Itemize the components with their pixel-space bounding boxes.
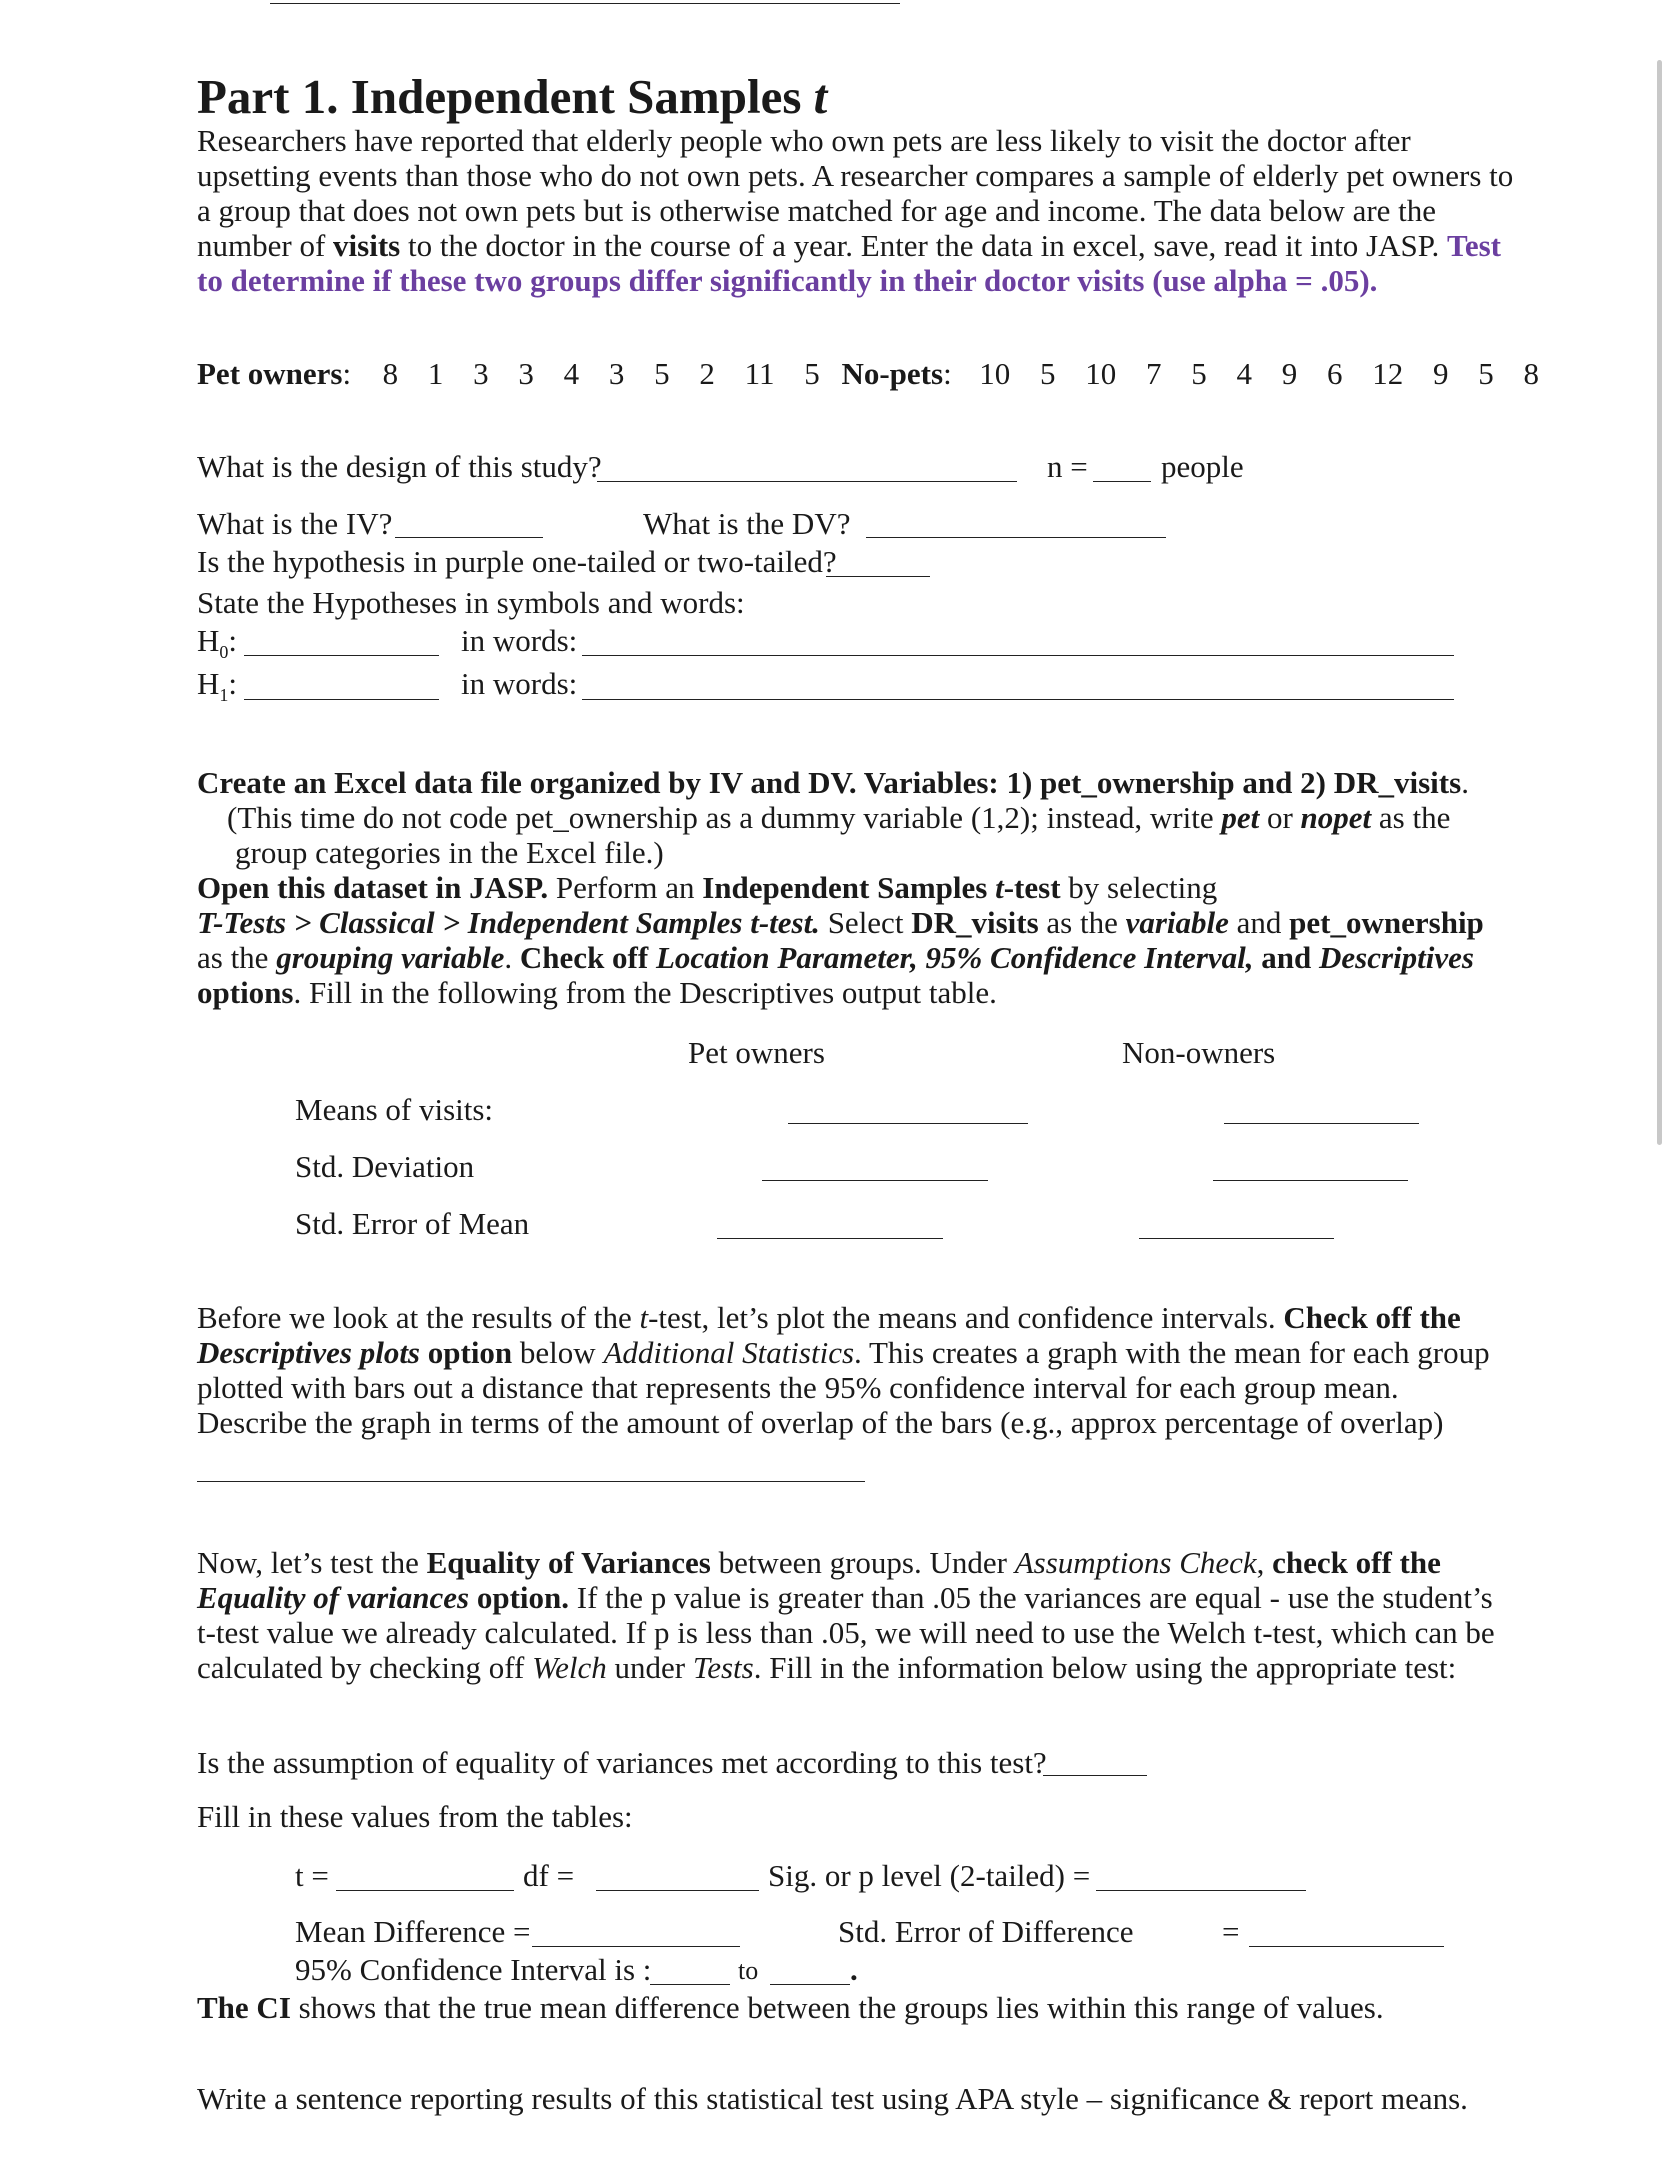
- ci-upper-blank[interactable]: [770, 1984, 850, 1985]
- instruction-line: (This time do not code pet_ownership as a dummy variable (1,2); instead, write pet or nopet as the: [227, 800, 1451, 835]
- assumption-question: Is the assumption of equality of variances met according to this test?: [197, 1745, 1047, 1780]
- plots-line: Before we look at the results of the t-test, let’s plot the means and confidence intervals. Check off the: [197, 1300, 1461, 1335]
- h0-label: $H_0$:: [197, 623, 238, 663]
- variances-line: Now, let’s test the Equality of Variances between groups. Under Assumptions Check, check off the: [197, 1545, 1441, 1580]
- df-label: df =: [523, 1858, 575, 1893]
- nopet-value: 5: [1191, 356, 1207, 391]
- sd-nonpet-blank[interactable]: [1213, 1180, 1408, 1181]
- plots-line: plotted with bars out a distance that represents the 95% confidence interval for each group mean.: [197, 1370, 1399, 1405]
- nopet-value: 10: [1085, 356, 1117, 391]
- intro-line: number of visits to the doctor in the course of a year. Enter the data in excel, save, read it into JASP. Test: [197, 228, 1501, 263]
- iv-question: What is the IV?: [197, 506, 393, 541]
- nopet-value: 4: [1236, 356, 1252, 391]
- nopet-value: 7: [1145, 356, 1162, 391]
- nopet-value: 8: [1523, 356, 1539, 391]
- pet-value: 5: [804, 356, 820, 391]
- row-means: Means of visits:: [295, 1092, 494, 1127]
- mean-diff-label: Mean Difference =: [295, 1914, 531, 1949]
- means-pet-blank[interactable]: [788, 1123, 1028, 1124]
- variances-line: t-test value we already calculated. If p is less than .05, we will need to use the Welch t-test, which can be: [197, 1615, 1495, 1650]
- tails-answer-blank[interactable]: [826, 576, 930, 577]
- instruction-line: group categories in the Excel file.): [235, 835, 664, 870]
- h1-symbol-blank[interactable]: [244, 699, 439, 700]
- fill-in-label: Fill in these values from the tables:: [197, 1799, 633, 1834]
- instruction-line: T-Tests > Classical > Independent Samples t-test. Select DR_visits as the variable and pet_ownership: [197, 905, 1484, 940]
- overlap-answer-blank[interactable]: [197, 1481, 865, 1482]
- se-diff-eq: =: [1222, 1914, 1240, 1949]
- intro-line: Researchers have reported that elderly people who own pets are less likely to visit the doctor after: [197, 123, 1411, 158]
- nopet-value: 12: [1372, 356, 1404, 391]
- col-pet-owners: Pet owners: [688, 1035, 825, 1070]
- ci-note: The CI shows that the true mean difference between the groups lies within this range of values.: [197, 1990, 1384, 2025]
- ci-to: to: [738, 1956, 759, 1985]
- pet-value: 4: [563, 356, 580, 391]
- se-diff-label: Std. Error of Difference: [838, 1914, 1134, 1949]
- ci-label: 95% Confidence Interval is :: [295, 1952, 652, 1987]
- plots-paragraph: [197, 1300, 1490, 1440]
- nopet-value: 6: [1326, 356, 1343, 391]
- sd-pet-blank[interactable]: [762, 1180, 988, 1181]
- nopet-value: 10: [979, 356, 1011, 391]
- instruction-line: Open this dataset in JASP. Perform an Independent Samples t-test by selecting: [197, 870, 1218, 905]
- n-answer-blank[interactable]: [1093, 481, 1151, 482]
- pet-value: 1: [427, 356, 444, 391]
- sig-label: Sig. or p level (2-tailed) =: [768, 1858, 1091, 1893]
- pet-value: 2: [699, 356, 715, 391]
- variances-line: calculated by checking off Welch under Tests. Fill in the information below using the appropriate test:: [197, 1650, 1457, 1685]
- ci-lower-blank[interactable]: [650, 1984, 730, 1985]
- nopet-value: 5: [1039, 356, 1056, 391]
- h0-symbol-blank[interactable]: [244, 655, 439, 656]
- pet-value: 11: [744, 356, 775, 391]
- se-diff-blank[interactable]: [1249, 1946, 1444, 1947]
- variances-line: Equality of variances option. If the p value is greater than .05 the variances are equal - use the student’s: [197, 1580, 1493, 1615]
- plots-line: Descriptives plots option below Additional Statistics. This creates a graph with the mean for each group: [197, 1335, 1490, 1370]
- mean-diff-blank[interactable]: [532, 1946, 740, 1947]
- iv-answer-blank[interactable]: [395, 537, 543, 538]
- pet-value: 3: [473, 356, 489, 391]
- pet-value: 3: [518, 356, 534, 391]
- pet-value: 5: [654, 356, 670, 391]
- plots-line: Describe the graph in terms of the amount of overlap of the bars (e.g., approx percentage of overlap): [197, 1405, 1444, 1440]
- intro-line: a group that does not own pets but is otherwise matched for age and income. The data below are the: [197, 193, 1437, 228]
- nopet-value: 9: [1432, 356, 1449, 391]
- row-se-mean: Std. Error of Mean: [295, 1206, 530, 1241]
- means-nonpet-blank[interactable]: [1224, 1123, 1419, 1124]
- pet-value: 8: [382, 356, 399, 391]
- h0-words-blank[interactable]: [582, 655, 1454, 656]
- people-label: people: [1161, 449, 1244, 484]
- intro-line: upsetting events than those who do not own pets. A researcher compares a sample of elderly pet owners to: [197, 158, 1514, 193]
- h1-words-blank[interactable]: [582, 699, 1454, 700]
- intro-line-purple: to determine if these two groups differ significantly in their doctor visits (use alpha = .05).: [197, 263, 1378, 298]
- instruction-line: options. Fill in the following from the Descriptives output table.: [197, 975, 997, 1010]
- variances-paragraph: [197, 1545, 1495, 1685]
- design-answer-blank[interactable]: [597, 481, 1017, 482]
- sig-answer-blank[interactable]: [1096, 1890, 1306, 1891]
- scrollbar[interactable]: [1657, 60, 1662, 1145]
- page-title: Part 1. Independent Samples t: [197, 69, 828, 124]
- dv-answer-blank[interactable]: [866, 537, 1166, 538]
- n-label: n =: [1047, 449, 1088, 484]
- pet-label: Pet owners: [197, 356, 343, 391]
- dv-question: What is the DV?: [643, 506, 851, 541]
- pet-value: 3: [608, 356, 625, 391]
- data-row: Pet owners: 8 1 3 3 4 3 5 2 11 5 No-pets: 10 5 10 7 5 4 9 6 12 9 5 8: [197, 356, 1539, 391]
- h1-label: $H_1$:: [197, 666, 238, 706]
- instruction-line: as the grouping variable. Check off Location Parameter, 95% Confidence Interval, and Descriptives: [197, 940, 1474, 975]
- t-label: t =: [295, 1858, 329, 1893]
- df-answer-blank[interactable]: [596, 1890, 759, 1891]
- se-pet-blank[interactable]: [717, 1238, 943, 1239]
- row-std-dev: Std. Deviation: [295, 1149, 475, 1184]
- apa-instruction: Write a sentence reporting results of this statistical test using APA style – significance & report means.: [197, 2081, 1468, 2116]
- assumption-answer-blank[interactable]: [1043, 1775, 1147, 1776]
- state-hypotheses: State the Hypotheses in symbols and words:: [197, 585, 745, 620]
- intro-paragraph: [197, 123, 1513, 298]
- design-question: What is the design of this study?: [197, 449, 602, 484]
- tails-question: Is the hypothesis in purple one-tailed or two-tailed?: [197, 544, 837, 579]
- top-rule: [270, 3, 900, 4]
- nopet-label: No-pets: [841, 356, 944, 391]
- h0-words-label: in words:: [461, 623, 578, 658]
- t-answer-blank[interactable]: [336, 1890, 514, 1891]
- col-non-owners: Non-owners: [1122, 1035, 1276, 1070]
- instruction-line: Create an Excel data file organized by IV and DV. Variables: 1) pet_ownership and 2) DR_visits.: [197, 765, 1469, 800]
- se-nonpet-blank[interactable]: [1139, 1238, 1334, 1239]
- h1-words-label: in words:: [461, 666, 578, 701]
- nopet-value: 9: [1281, 356, 1298, 391]
- ci-period: .: [850, 1952, 858, 1987]
- nopet-value: 5: [1478, 356, 1494, 391]
- excel-instructions: [197, 765, 1484, 1010]
